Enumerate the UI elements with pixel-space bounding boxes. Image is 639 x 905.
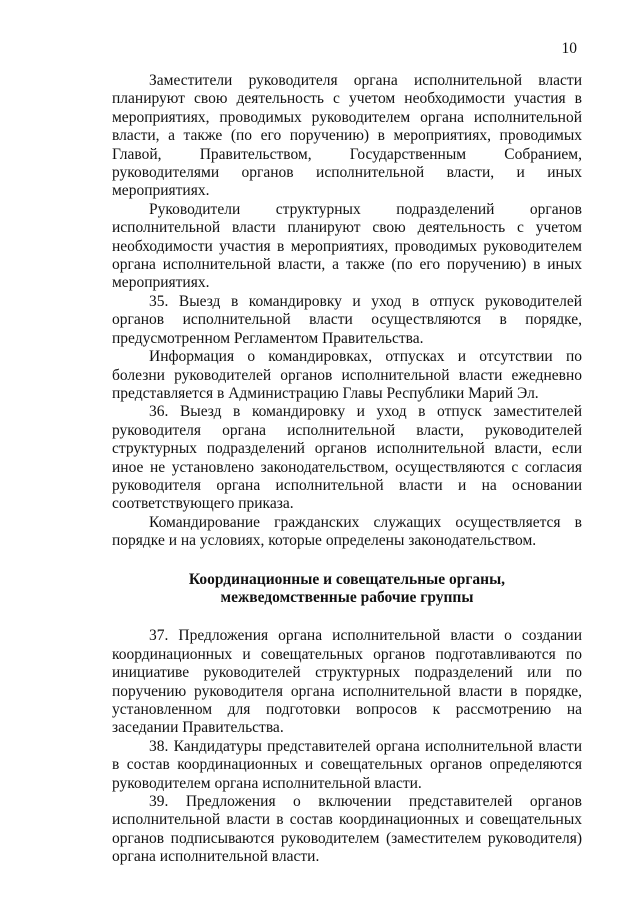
paragraph-35: 35. Выезд в командировку и уход в отпуск руководителей органов исполнительной власти осуществляются в порядке, предусмотренном Регламентом Правительства. <box>112 292 582 347</box>
section-heading-line-2: межведомственные рабочие группы <box>220 588 474 606</box>
document-body <box>112 72 582 867</box>
paragraph-37: 37. Предложения органа исполнительной власти о создании координационных и совещательных органов подготавливаются по инициативе руководителей структурных подразделений или по поручению руководителя органа исполнительной власти в порядке, установленном для подготовки вопросов к рассмотрению на заседании Правительства. <box>112 627 582 737</box>
section-heading-line-1: Координационные и совещательные органы, <box>188 570 506 588</box>
paragraph-36: 36. Выезд в командировку и уход в отпуск заместителей руководителя органа исполнительной власти, руководителей структурных подразделений органов исполнительной власти, если иное не установлено законодательством, осуществляются с согласия руководителя органа исполнительной власти и на основании соответствующего приказа. <box>112 403 582 513</box>
section-heading <box>112 571 582 608</box>
paragraph-unit-heads-planning: Руководители структурных подразделений органов исполнительной власти планируют свою деятельность с учетом необходимости участия в мероприятиях, проводимых руководителем органа исполнительной власти, а также (по его поручению) в иных мероприятиях. <box>112 200 582 292</box>
paragraph-38: 38. Кандидатуры представителей органа исполнительной власти в состав координационных и совещательных органов определяются руководителем органа исполнительной власти. <box>112 737 582 792</box>
paragraph-secondment: Командирование гражданских служащих осуществляется в порядке и на условиях, которые определены законодательством. <box>112 513 582 550</box>
paragraph-deputies-planning: Заместители руководителя органа исполнительной власти планируют свою деятельность с учетом необходимости участия в мероприятиях, проводимых руководителем органа исполнительной власти, а также (по его поручению) в мероприятиях, проводимых Главой, Правительством, Государственным Собранием, руководителями органов исполнительной власти, и иных мероприятиях. <box>112 72 582 200</box>
page-number: 10 <box>561 40 577 57</box>
paragraph-39: 39. Предложения о включении представителей органов исполнительной власти в состав координационных и совещательных органов подписываются руководителем (заместителем руководителя) органа исполнительной власти. <box>112 793 582 866</box>
paragraph-absence-info: Информация о командировках, отпусках и отсутствии по болезни руководителей органов исполнительной власти ежедневно представляется в Администрацию Главы Республики Марий Эл. <box>112 348 582 402</box>
